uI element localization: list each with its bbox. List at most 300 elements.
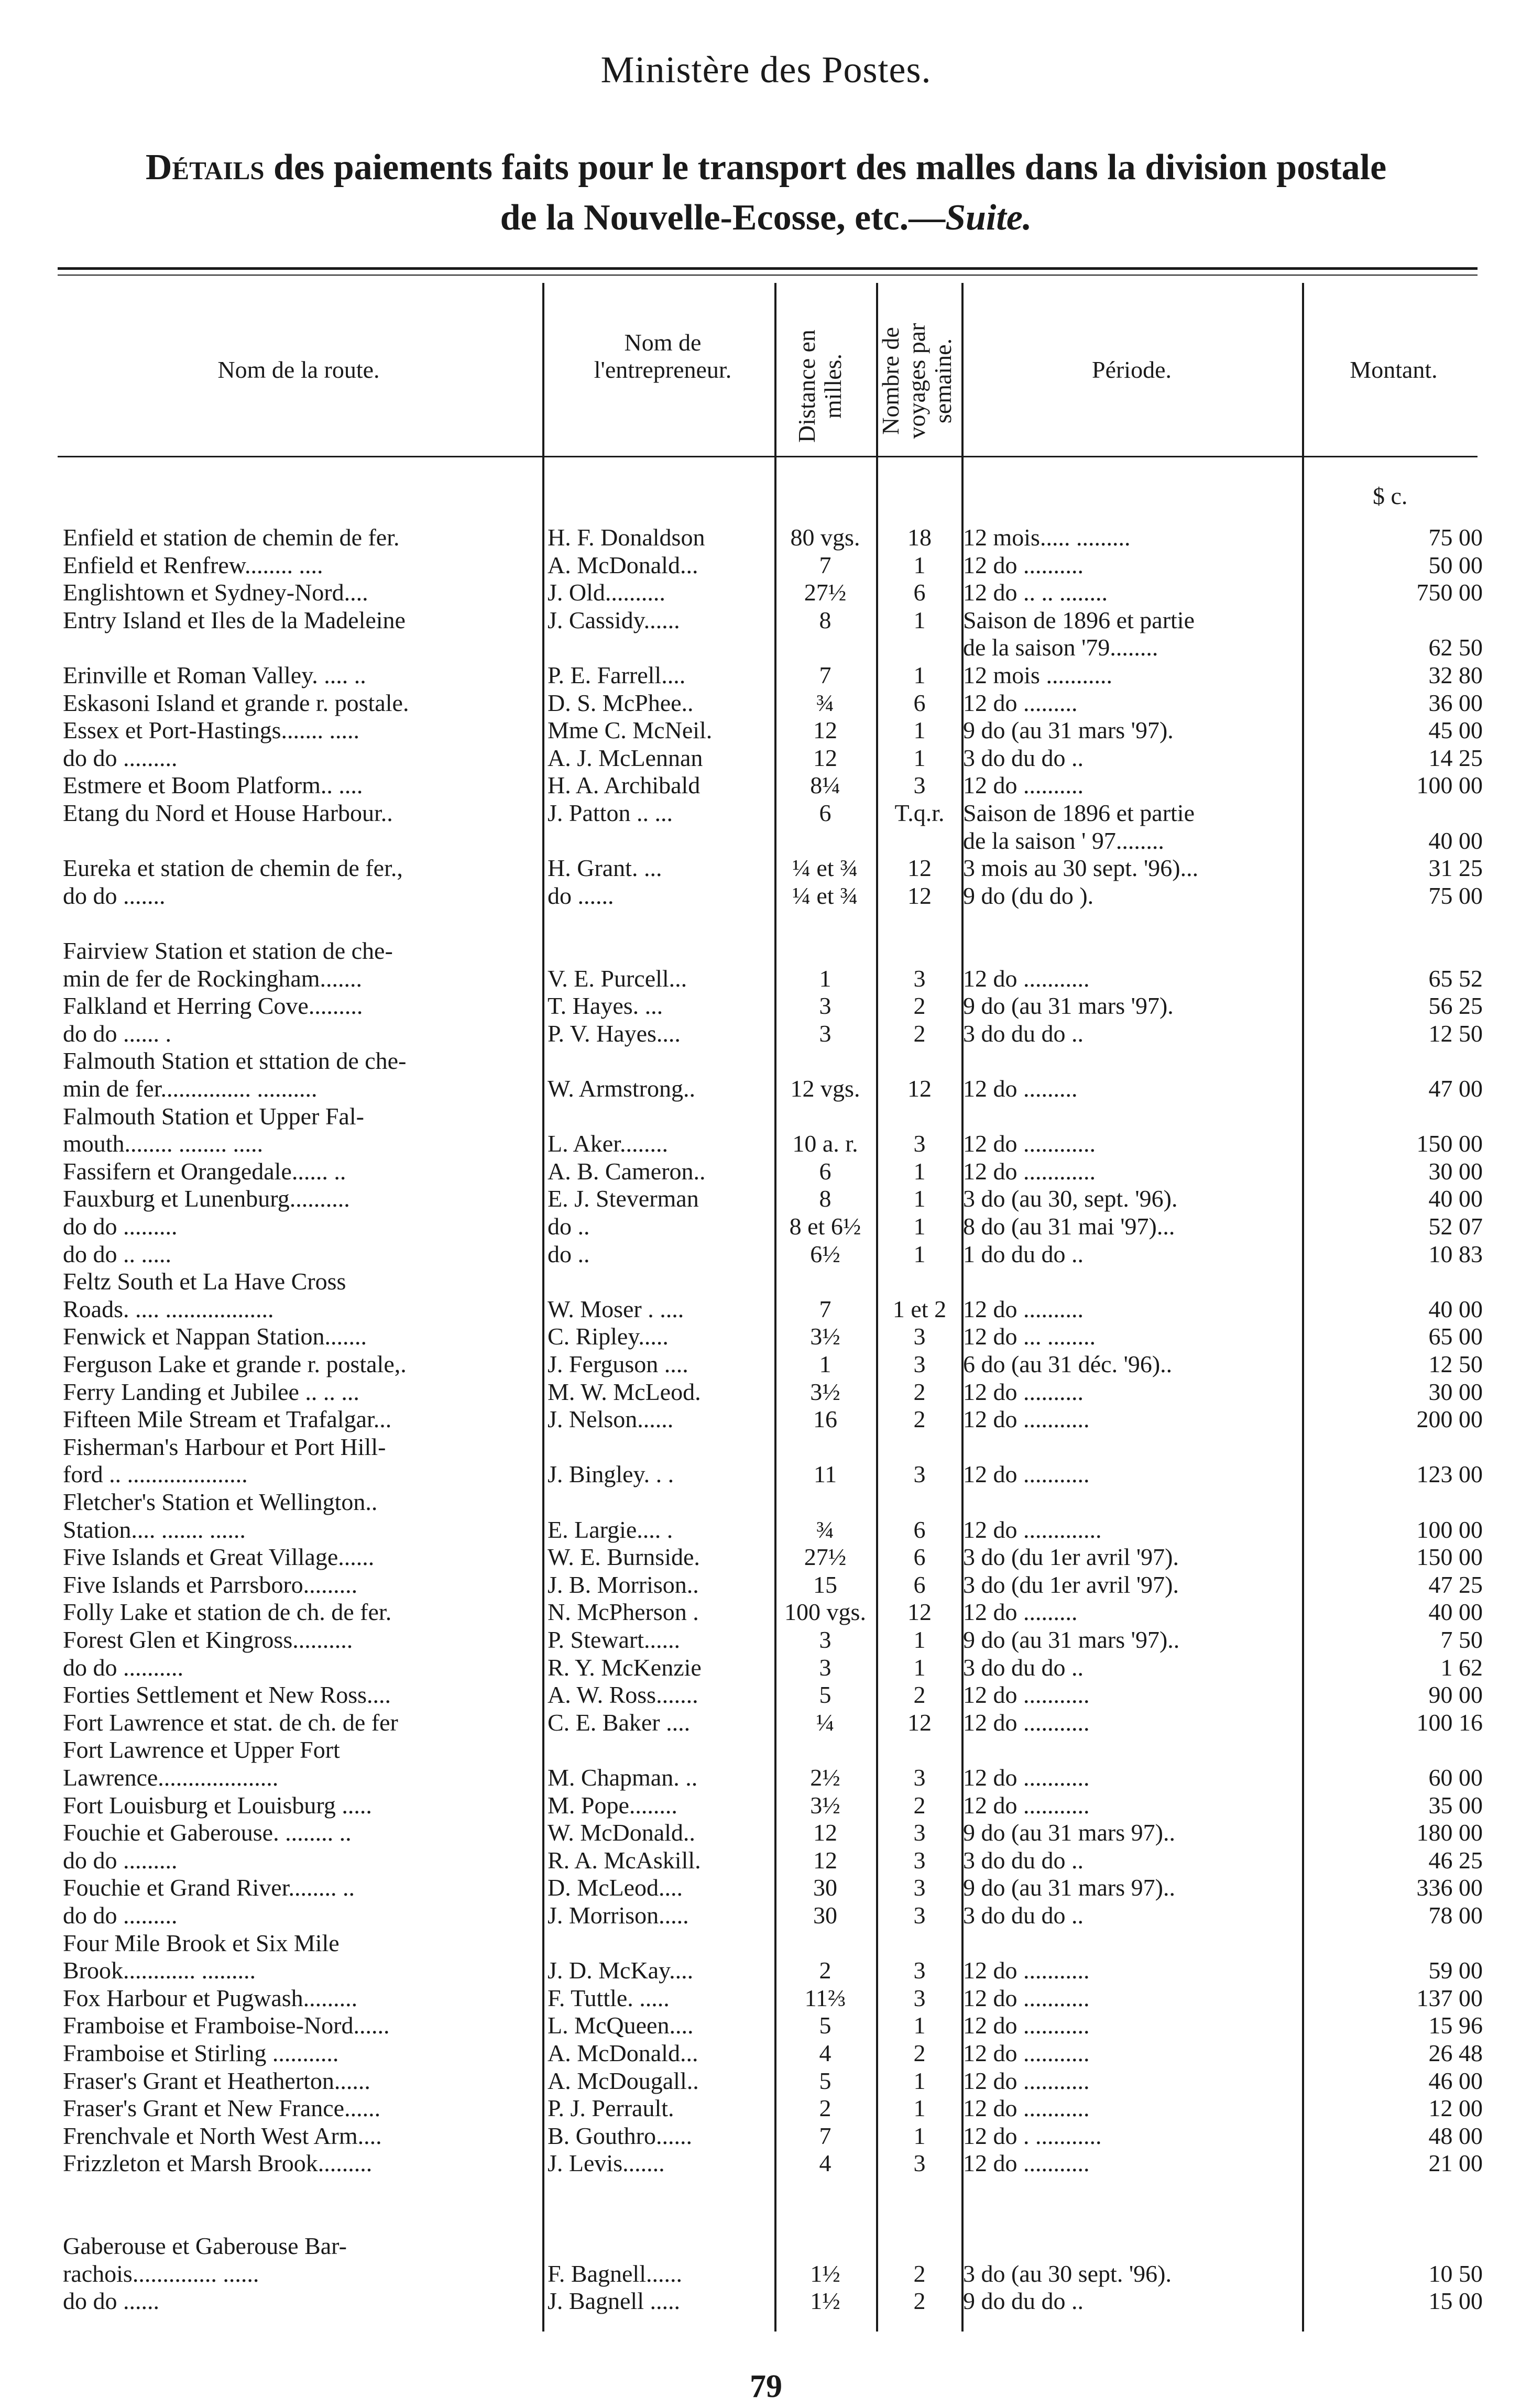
- period-cell: 12 mois..... .........: [963, 524, 1131, 551]
- period-cell: 12 do ...........: [963, 2150, 1090, 2177]
- distance-cell: 8: [819, 606, 831, 633]
- route-cell: Erinville et Roman Valley. .... ..: [63, 662, 366, 688]
- amount-cell: 31 25: [1428, 855, 1483, 882]
- contractor-cell: J. D. McKay....: [548, 1957, 694, 1984]
- trips-cell: 3: [913, 1902, 926, 1929]
- contractor-cell: P. V. Hayes....: [548, 1020, 681, 1047]
- trips-cell: 6: [913, 1571, 926, 1598]
- trips-cell: 1: [913, 2095, 926, 2122]
- distance-cell: 6: [819, 1157, 831, 1185]
- contractor-cell: R. A. McAskill.: [548, 1846, 701, 1874]
- trips-cell: 1: [913, 2067, 926, 2094]
- trips-cell: 2: [913, 1791, 926, 1819]
- route-cell: do do ..........: [63, 1654, 183, 1681]
- route-cell: Fort Louisburg et Louisburg .....: [63, 1791, 372, 1819]
- contractor-cell: do ..: [548, 1213, 590, 1240]
- trips-cell: 3: [913, 1846, 926, 1874]
- contractor-cell: E. J. Steverman: [548, 1185, 699, 1212]
- route-cell: Entry Island et Iles de la Madeleine: [63, 606, 406, 633]
- route-cell: Forest Glen et Kingross..........: [63, 1626, 353, 1653]
- period-cell: Saison de 1896 et partie: [963, 800, 1195, 826]
- contractor-cell: E. Largie.... .: [548, 1516, 673, 1543]
- route-cell: Fenwick et Nappan Station.......: [63, 1323, 367, 1350]
- period-cell: 3 do du do ..: [963, 1654, 1084, 1681]
- trips-cell: 1: [913, 744, 926, 771]
- distance-cell: 100 vgs.: [784, 1599, 866, 1626]
- route-cell: Fouchie et Grand River........ ..: [63, 1874, 355, 1901]
- route-cell: Feltz South et La Have Cross: [63, 1268, 346, 1295]
- contractor-cell: do ..: [548, 1240, 590, 1267]
- period-cell: 3 do (du 1er avril '97).: [963, 1571, 1179, 1598]
- amount-cell: 59 00: [1428, 1957, 1483, 1984]
- period-cell: 9 do (du do ).: [963, 882, 1094, 909]
- trips-cell: 1: [913, 606, 926, 633]
- trips-cell: 1: [913, 1240, 926, 1267]
- contractor-cell: J. Levis.......: [548, 2150, 665, 2177]
- trips-cell: T.q.r.: [894, 800, 945, 826]
- page-header: Ministère des Postes.: [600, 49, 932, 91]
- route-cell: min de fer............... ..........: [63, 1075, 318, 1102]
- route-cell: Fassifern et Orangedale...... ..: [63, 1157, 346, 1185]
- route-cell: Fletcher's Station et Wellington..: [63, 1488, 378, 1515]
- period-cell: 12 do .........: [963, 1075, 1078, 1102]
- route-cell: Forties Settlement et New Ross....: [63, 1681, 391, 1709]
- contractor-cell: W. Moser . ....: [548, 1295, 684, 1322]
- trips-cell: 3: [913, 1461, 926, 1488]
- route-cell: min de fer de Rockingham.......: [63, 965, 363, 992]
- route-cell: Frizzleton et Marsh Brook.........: [63, 2150, 373, 2177]
- trips-cell: 3: [913, 1874, 926, 1901]
- distance-cell: 8 et 6½: [789, 1213, 861, 1240]
- route-cell: mouth........ ........ .....: [63, 1130, 264, 1157]
- contractor-cell: M. W. McLeod.: [548, 1378, 701, 1405]
- contractor-cell: A. McDonald...: [548, 551, 698, 578]
- trips-cell: 3: [913, 1764, 926, 1791]
- contractor-cell: J. Patton .. ...: [548, 800, 673, 826]
- route-cell: do do .......: [63, 882, 166, 909]
- amount-cell: 32 80: [1428, 662, 1483, 688]
- distance-cell: 5: [819, 2012, 831, 2039]
- header-trips: Nombre de voyages par semaine.: [877, 323, 956, 439]
- currency-unit: $ c.: [1373, 483, 1408, 509]
- amount-cell: 10 50: [1428, 2260, 1483, 2287]
- trips-cell: 12: [907, 1709, 932, 1736]
- route-cell: Fraser's Grant et New France......: [63, 2095, 381, 2122]
- route-cell: Five Islands et Parrsboro.........: [63, 1571, 358, 1598]
- contractor-cell: do ......: [548, 882, 614, 909]
- distance-cell: 2: [819, 1957, 831, 1984]
- route-cell: Enfield et Renfrew........ ....: [63, 551, 323, 578]
- distance-cell: 27½: [804, 579, 847, 606]
- amount-cell: 26 48: [1428, 2040, 1483, 2066]
- period-cell: 12 do ...........: [963, 1764, 1090, 1791]
- contractor-cell: C. E. Baker ....: [548, 1709, 691, 1736]
- route-cell: Station.... ....... ......: [63, 1516, 246, 1543]
- contractor-cell: B. Gouthro......: [548, 2122, 692, 2149]
- contractor-cell: R. Y. McKenzie: [548, 1654, 702, 1681]
- amount-cell: 50 00: [1428, 551, 1483, 578]
- trips-cell: 1 et 2: [892, 1295, 947, 1322]
- header-bottom-rule: [58, 456, 1478, 457]
- distance-cell: 12 vgs.: [790, 1075, 860, 1102]
- distance-cell: 30: [813, 1902, 837, 1929]
- distance-cell: 2½: [810, 1764, 840, 1791]
- contractor-cell: P. J. Perrault.: [548, 2095, 674, 2122]
- amount-cell: 48 00: [1428, 2122, 1483, 2149]
- amount-cell: 100 00: [1416, 1516, 1483, 1543]
- distance-cell: 12: [813, 1819, 837, 1846]
- distance-cell: 8¼: [810, 772, 840, 799]
- header-distance: Distance en milles.: [793, 330, 846, 443]
- trips-cell: 1: [913, 1213, 926, 1240]
- distance-cell: 4: [819, 2150, 831, 2177]
- trips-cell: 18: [907, 524, 932, 551]
- trips-cell: 12: [907, 1599, 932, 1626]
- period-cell: 3 mois au 30 sept. '96)...: [963, 855, 1199, 882]
- period-cell: de la saison ' 97........: [963, 827, 1164, 854]
- amount-cell: 40 00: [1428, 1599, 1483, 1626]
- contractor-cell: J. Old..........: [548, 579, 665, 606]
- route-cell: rachois.............. ......: [63, 2260, 259, 2287]
- route-cell: Gaberouse et Gaberouse Bar-: [63, 2232, 347, 2260]
- distance-cell: 12: [813, 717, 837, 744]
- distance-cell: 80 vgs.: [790, 524, 860, 551]
- amount-cell: 90 00: [1428, 1681, 1483, 1709]
- amount-cell: 150 00: [1416, 1544, 1483, 1571]
- contractor-cell: A. McDonald...: [548, 2040, 698, 2066]
- amount-cell: 40 00: [1428, 1185, 1483, 1212]
- trips-cell: 6: [913, 1516, 926, 1543]
- contractor-cell: J. B. Morrison..: [548, 1571, 699, 1598]
- period-cell: 3 do du do ..: [963, 1020, 1084, 1047]
- route-cell: Brook............ .........: [63, 1957, 256, 1984]
- route-cell: Fraser's Grant et Heatherton......: [63, 2067, 370, 2094]
- period-cell: 12 do ..........: [963, 1295, 1084, 1322]
- period-cell: 12 do ...........: [963, 2067, 1090, 2094]
- amount-cell: 30 00: [1428, 1378, 1483, 1405]
- amount-cell: 21 00: [1428, 2150, 1483, 2177]
- distance-cell: 11⅔: [804, 1984, 846, 2011]
- distance-cell: 1: [819, 965, 831, 992]
- route-cell: Fairview Station et station de che-: [63, 937, 393, 964]
- amount-cell: 47 25: [1428, 1571, 1483, 1598]
- distance-cell: 5: [819, 1681, 831, 1709]
- amount-cell: 12 00: [1428, 2095, 1483, 2122]
- contractor-cell: L. Aker........: [548, 1130, 668, 1157]
- caption-suite: Suite.: [945, 198, 1032, 238]
- route-cell: Estmere et Boom Platform.. ....: [63, 772, 363, 799]
- distance-cell: 3½: [810, 1378, 840, 1405]
- route-cell: Five Islands et Great Village......: [63, 1544, 375, 1571]
- route-cell: Essex et Port-Hastings....... .....: [63, 717, 360, 744]
- period-cell: 12 do .........: [963, 1599, 1078, 1626]
- amount-cell: 78 00: [1428, 1902, 1483, 1929]
- distance-cell: 3½: [810, 1323, 840, 1350]
- distance-cell: ¼ et ¾: [792, 882, 858, 909]
- amount-cell: 137 00: [1416, 1984, 1483, 2011]
- route-cell: Enfield et station de chemin de fer.: [63, 524, 400, 551]
- col-sep-period-amount: [1302, 283, 1304, 2332]
- distance-cell: ¼ et ¾: [792, 855, 858, 882]
- amount-cell: 52 07: [1428, 1213, 1483, 1240]
- distance-cell: 7: [819, 662, 831, 688]
- col-sep-distance-trips: [876, 283, 878, 2332]
- contractor-cell: A. W. Ross.......: [548, 1681, 698, 1709]
- contractor-cell: M. Chapman. ..: [548, 1764, 698, 1791]
- amount-cell: 46 25: [1428, 1846, 1483, 1874]
- amount-cell: 150 00: [1416, 1130, 1483, 1157]
- period-cell: 9 do (au 31 mars '97)..: [963, 1626, 1180, 1653]
- amount-cell: 46 00: [1428, 2067, 1483, 2094]
- route-cell: Fox Harbour et Pugwash.........: [63, 1984, 358, 2011]
- amount-cell: 35 00: [1428, 1791, 1483, 1819]
- trips-cell: 2: [913, 1378, 926, 1405]
- route-cell: Fifteen Mile Stream et Trafalgar...: [63, 1406, 392, 1433]
- route-cell: Ferguson Lake et grande r. postale,.: [63, 1351, 407, 1377]
- header-period: Période.: [1091, 356, 1172, 383]
- amount-cell: 65 00: [1428, 1323, 1483, 1350]
- period-cell: 3 do (au 30, sept. '96).: [963, 1185, 1178, 1212]
- route-cell: Fort Lawrence et Upper Fort: [63, 1736, 340, 1764]
- trips-cell: 3: [913, 2150, 926, 2177]
- amount-cell: 100 00: [1416, 772, 1483, 799]
- route-cell: do do .........: [63, 1213, 178, 1240]
- amount-cell: 65 52: [1428, 965, 1483, 992]
- route-cell: Roads. .... ..................: [63, 1295, 274, 1322]
- amount-cell: 40 00: [1428, 827, 1483, 854]
- route-cell: Lawrence....................: [63, 1764, 279, 1791]
- trips-cell: 3: [913, 1323, 926, 1350]
- period-cell: 12 do .. .. ........: [963, 579, 1108, 606]
- distance-cell: ¾: [816, 689, 835, 716]
- distance-cell: 4: [819, 2040, 831, 2066]
- contractor-cell: J. Nelson......: [548, 1406, 674, 1433]
- contractor-cell: D. McLeod....: [548, 1874, 683, 1901]
- distance-cell: 7: [819, 551, 831, 578]
- trips-cell: 1: [913, 2012, 926, 2039]
- period-cell: Saison de 1896 et partie: [963, 606, 1195, 633]
- period-cell: 12 do ..........: [963, 1378, 1084, 1405]
- distance-cell: 30: [813, 1874, 837, 1901]
- contractor-cell: F. Bagnell......: [548, 2260, 682, 2287]
- distance-cell: 5: [819, 2067, 831, 2094]
- trips-cell: 6: [913, 689, 926, 716]
- distance-cell: 1½: [810, 2260, 840, 2287]
- trips-cell: 1: [913, 551, 926, 578]
- period-cell: 12 do ...........: [963, 1406, 1090, 1433]
- amount-cell: 123 00: [1416, 1461, 1483, 1488]
- contractor-cell: H. F. Donaldson: [548, 524, 705, 551]
- distance-cell: 12: [813, 744, 837, 771]
- trips-cell: 2: [913, 2040, 926, 2066]
- contractor-cell: P. E. Farrell....: [548, 662, 686, 688]
- route-cell: do do .........: [63, 744, 178, 771]
- amount-cell: 36 00: [1428, 689, 1483, 716]
- route-cell: Frenchvale et North West Arm....: [63, 2122, 382, 2149]
- trips-cell: 6: [913, 1544, 926, 1571]
- distance-cell: 1½: [810, 2287, 840, 2315]
- trips-cell: 2: [913, 992, 926, 1020]
- amount-cell: 45 00: [1428, 717, 1483, 744]
- contractor-cell: L. McQueen....: [548, 2012, 694, 2039]
- period-cell: 12 do ..........: [963, 551, 1084, 578]
- trips-cell: 1: [913, 1157, 926, 1185]
- route-cell: Four Mile Brook et Six Mile: [63, 1929, 340, 1956]
- contractor-cell: A. McDougall..: [548, 2067, 699, 2094]
- distance-cell: ¾: [816, 1516, 835, 1543]
- route-cell: do do .........: [63, 1902, 178, 1929]
- caption-line-2: de la Nouvelle-Ecosse, etc.—: [500, 198, 946, 238]
- contractor-cell: D. S. McPhee..: [548, 689, 694, 716]
- amount-cell: 200 00: [1416, 1406, 1483, 1433]
- route-cell: do do ...... .: [63, 1020, 171, 1047]
- header-amount: Montant.: [1350, 356, 1438, 383]
- trips-cell: 3: [913, 1819, 926, 1846]
- distance-cell: 2: [819, 2095, 831, 2122]
- route-cell: Fauxburg et Lunenburg..........: [63, 1185, 350, 1212]
- period-cell: 3 do du do ..: [963, 1902, 1084, 1929]
- period-cell: 9 do (au 31 mars 97)..: [963, 1819, 1175, 1846]
- route-cell: Fort Lawrence et stat. de ch. de fer: [63, 1709, 398, 1736]
- period-cell: 8 do (au 31 mai '97)...: [963, 1213, 1175, 1240]
- header-contractor: Nom de l'entrepreneur.: [594, 329, 732, 383]
- amount-cell: 100 16: [1416, 1709, 1483, 1736]
- amount-cell: 180 00: [1416, 1819, 1483, 1846]
- trips-cell: 2: [913, 1406, 926, 1433]
- route-cell: Falmouth Station et sttation de che-: [63, 1047, 407, 1075]
- route-cell: do do .. .....: [63, 1240, 171, 1267]
- route-cell: ford .. ....................: [63, 1461, 248, 1488]
- trips-cell: 1: [913, 1185, 926, 1212]
- amount-cell: 40 00: [1428, 1295, 1483, 1322]
- contractor-cell: C. Ripley.....: [548, 1323, 669, 1350]
- amount-cell: 15 00: [1428, 2287, 1483, 2315]
- distance-cell: 16: [813, 1406, 837, 1433]
- trips-cell: 3: [913, 772, 926, 799]
- amount-cell: 60 00: [1428, 1764, 1483, 1791]
- route-cell: Falkland et Herring Cove.........: [63, 992, 363, 1020]
- trips-cell: 3: [913, 1351, 926, 1377]
- distance-cell: 10 a. r.: [792, 1130, 858, 1157]
- distance-cell: 7: [819, 2122, 831, 2149]
- amount-cell: 12 50: [1428, 1351, 1483, 1377]
- contractor-cell: N. McPherson .: [548, 1599, 699, 1626]
- contractor-cell: Mme C. McNeil.: [548, 717, 713, 744]
- contractor-cell: H. A. Archibald: [548, 772, 701, 799]
- period-cell: 12 do ............: [963, 1157, 1096, 1185]
- route-cell: do do .........: [63, 1846, 178, 1874]
- distance-cell: ¼: [816, 1709, 835, 1736]
- contractor-cell: J. Ferguson ....: [548, 1351, 688, 1377]
- distance-cell: 15: [813, 1571, 837, 1598]
- distance-cell: 3½: [810, 1791, 840, 1819]
- period-cell: 12 do . ...........: [963, 2122, 1102, 2149]
- contractor-cell: A. B. Cameron..: [548, 1157, 706, 1185]
- period-cell: 9 do (au 31 mars '97).: [963, 992, 1174, 1020]
- amount-cell: 12 50: [1428, 1020, 1483, 1047]
- distance-cell: 6: [819, 800, 831, 826]
- top-rule-thin: [58, 275, 1478, 276]
- trips-cell: 3: [913, 1957, 926, 1984]
- trips-cell: 1: [913, 717, 926, 744]
- caption-caps: Détails: [145, 147, 265, 188]
- distance-cell: 3: [819, 1626, 831, 1653]
- distance-cell: 6½: [810, 1240, 840, 1267]
- route-cell: Framboise et Stirling ...........: [63, 2040, 339, 2066]
- contractor-cell: J. Cassidy......: [548, 606, 680, 633]
- trips-cell: 12: [907, 882, 932, 909]
- trips-cell: 3: [913, 1130, 926, 1157]
- distance-cell: 8: [819, 1185, 831, 1212]
- distance-cell: 27½: [804, 1544, 847, 1571]
- top-rule-thick: [58, 267, 1478, 270]
- contractor-cell: H. Grant. ...: [548, 855, 662, 882]
- amount-cell: 47 00: [1428, 1075, 1483, 1102]
- period-cell: de la saison '79........: [963, 634, 1158, 661]
- period-cell: 9 do (au 31 mars '97).: [963, 717, 1174, 744]
- route-cell: Fisherman's Harbour et Port Hill-: [63, 1433, 386, 1460]
- distance-cell: 3: [819, 992, 831, 1020]
- header-route: Nom de la route.: [217, 356, 380, 383]
- period-cell: 9 do du do ..: [963, 2287, 1084, 2315]
- contractor-cell: W. McDonald..: [548, 1819, 695, 1846]
- trips-cell: 1: [913, 662, 926, 688]
- route-cell: Framboise et Framboise-Nord......: [63, 2012, 390, 2039]
- trips-cell: 2: [913, 2287, 926, 2315]
- period-cell: 12 do ...........: [963, 965, 1090, 992]
- route-cell: Englishtown et Sydney-Nord....: [63, 579, 368, 606]
- contractor-cell: M. Pope........: [548, 1791, 677, 1819]
- trips-cell: 1: [913, 2122, 926, 2149]
- amount-cell: 7 50: [1440, 1626, 1483, 1653]
- trips-cell: 2: [913, 1681, 926, 1709]
- trips-cell: 1: [913, 1654, 926, 1681]
- period-cell: 12 do .........: [963, 689, 1078, 716]
- amount-cell: 10 83: [1428, 1240, 1483, 1267]
- table-caption: [52, 143, 1480, 243]
- route-cell: Eskasoni Island et grande r. postale.: [63, 689, 409, 716]
- period-cell: 12 do ...........: [963, 1984, 1090, 2011]
- page-number: 79: [750, 2369, 782, 2404]
- route-cell: Ferry Landing et Jubilee .. .. ...: [63, 1378, 359, 1405]
- trips-cell: 3: [913, 965, 926, 992]
- contractor-cell: P. Stewart......: [548, 1626, 680, 1653]
- trips-cell: 12: [907, 855, 932, 882]
- distance-cell: 11: [813, 1461, 837, 1488]
- route-cell: Falmouth Station et Upper Fal-: [63, 1102, 364, 1130]
- trips-cell: 2: [913, 1020, 926, 1047]
- caption-line-1: des paiements faits pour le transport des malles dans la division postale: [273, 147, 1387, 188]
- amount-cell: 750 00: [1416, 579, 1483, 606]
- amount-cell: 56 25: [1428, 992, 1483, 1020]
- amount-cell: 336 00: [1416, 1874, 1483, 1901]
- period-cell: 3 do (du 1er avril '97).: [963, 1544, 1179, 1571]
- period-cell: 6 do (au 31 déc. '96)..: [963, 1351, 1173, 1377]
- period-cell: 12 do .............: [963, 1516, 1102, 1543]
- period-cell: 9 do (au 31 mars 97)..: [963, 1874, 1175, 1901]
- amount-cell: 75 00: [1428, 882, 1483, 909]
- amount-cell: 1 62: [1440, 1654, 1483, 1681]
- period-cell: 3 do du do ..: [963, 744, 1084, 771]
- amount-cell: 14 25: [1428, 744, 1483, 771]
- contractor-cell: W. E. Burnside.: [548, 1544, 700, 1571]
- amount-cell: 75 00: [1428, 524, 1483, 551]
- contractor-cell: J. Morrison.....: [548, 1902, 689, 1929]
- trips-cell: 12: [907, 1075, 932, 1102]
- trips-cell: 3: [913, 1984, 926, 2011]
- period-cell: 12 do ...........: [963, 1709, 1090, 1736]
- amount-cell: 15 96: [1428, 2012, 1483, 2039]
